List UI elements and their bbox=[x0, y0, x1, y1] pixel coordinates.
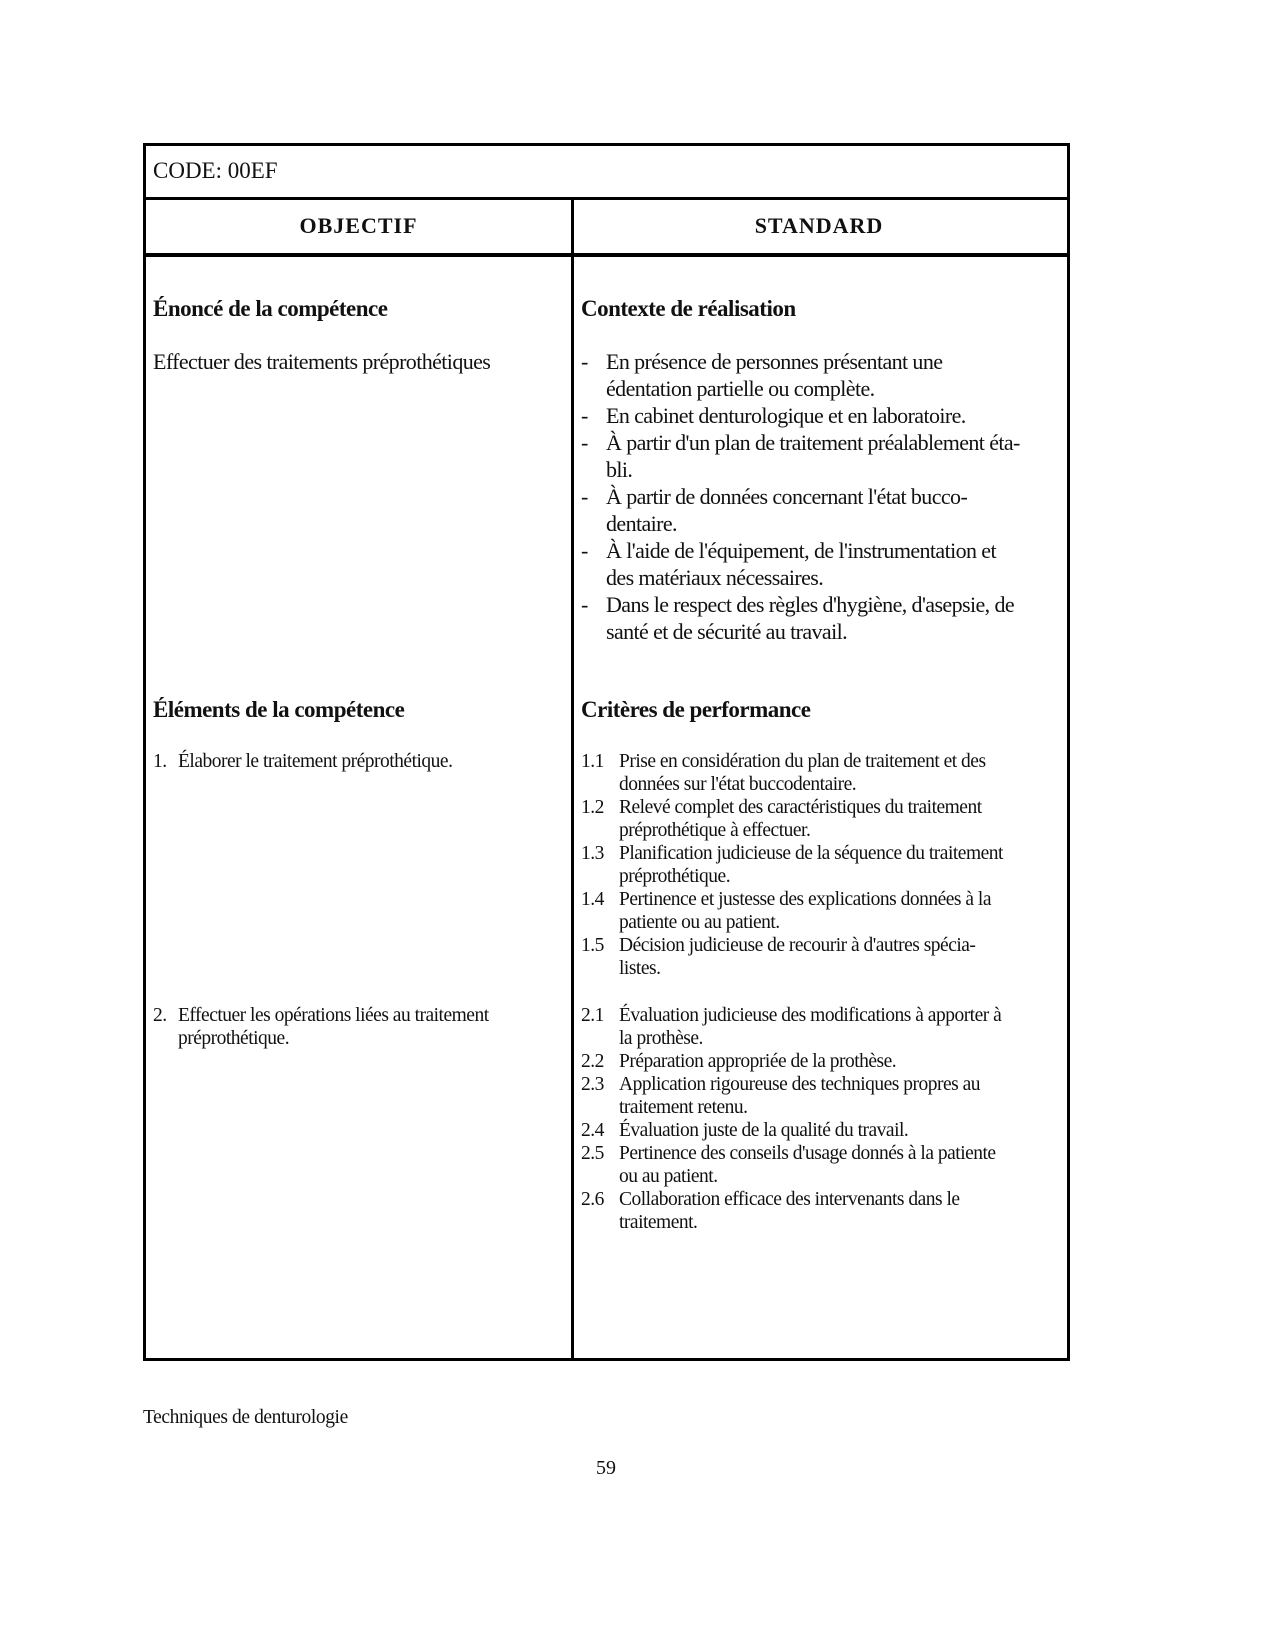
item-text bbox=[619, 1119, 908, 1142]
item-text bbox=[606, 537, 996, 591]
item-line: préprothétique. bbox=[619, 866, 731, 887]
item-line: Application rigoureuse des techniques propres au bbox=[619, 1074, 981, 1095]
contexte-item bbox=[581, 591, 1020, 645]
item-number: 2.3 bbox=[581, 1074, 604, 1095]
item-line: Pertinence des conseils d'usage donnés à la patiente bbox=[619, 1143, 996, 1164]
element-1 bbox=[153, 750, 452, 773]
item-line: dentaire. bbox=[606, 511, 677, 536]
item-line: bli. bbox=[606, 457, 633, 482]
item-text bbox=[619, 1004, 1001, 1050]
page-number: 59 bbox=[596, 1457, 616, 1479]
item-line: listes. bbox=[619, 958, 661, 979]
contexte-item bbox=[581, 348, 1020, 402]
critere-item bbox=[581, 1004, 1001, 1050]
item-line: Planification judicieuse de la séquence du traitement bbox=[619, 843, 1003, 864]
item-text bbox=[619, 1142, 996, 1188]
item-line: patiente ou au patient. bbox=[619, 912, 780, 933]
item-text bbox=[606, 429, 1020, 483]
item-line: Dans le respect des règles d'hygiène, d'asepsie, de bbox=[606, 592, 1015, 617]
contexte-item bbox=[581, 537, 1020, 591]
item-line: Effectuer les opérations liées au traitement bbox=[178, 1005, 489, 1026]
item-line: À partir de données concernant l'état bucco- bbox=[606, 484, 968, 509]
item-number: 2.5 bbox=[581, 1143, 604, 1164]
item-number: - bbox=[581, 349, 588, 374]
element-item bbox=[153, 750, 452, 773]
enonce-text: Effectuer des traitements préprothétiques bbox=[153, 349, 491, 374]
item-line: Élaborer le traitement préprothétique. bbox=[178, 751, 453, 772]
item-line: Pertinence et justesse des explications données à la bbox=[619, 889, 991, 910]
item-text bbox=[606, 591, 1014, 645]
critere-item bbox=[581, 1073, 1001, 1119]
item-text bbox=[178, 1004, 489, 1050]
critere-item bbox=[581, 1119, 1001, 1142]
item-line: Relevé complet des caractéristiques du traitement bbox=[619, 797, 982, 818]
footer-program: Techniques de denturologie bbox=[143, 1407, 348, 1428]
item-number: 1.4 bbox=[581, 889, 604, 910]
item-text bbox=[619, 842, 1003, 888]
item-line: traitement retenu. bbox=[619, 1097, 748, 1118]
critere-item bbox=[581, 842, 1003, 888]
item-number: 2.6 bbox=[581, 1189, 604, 1210]
item-line: Décision judicieuse de recourir à d'autres spécia- bbox=[619, 935, 976, 956]
column-divider bbox=[571, 200, 574, 1358]
item-number: - bbox=[581, 538, 588, 563]
item-line: préprothétique. bbox=[178, 1028, 290, 1049]
criteres-group-2 bbox=[581, 1004, 1001, 1234]
critere-item bbox=[581, 750, 1003, 796]
item-number: 1. bbox=[153, 751, 167, 772]
item-text bbox=[178, 750, 452, 773]
item-line: Évaluation juste de la qualité du travail. bbox=[619, 1120, 909, 1141]
item-line: traitement. bbox=[619, 1212, 698, 1233]
item-line: En cabinet denturologique et en laboratoire. bbox=[606, 403, 966, 428]
item-text bbox=[619, 934, 975, 980]
item-line: Prise en considération du plan de traitement et des bbox=[619, 751, 986, 772]
critere-item bbox=[581, 796, 1003, 842]
item-line: édentation partielle ou complète. bbox=[606, 376, 875, 401]
elements-title: Éléments de la compétence bbox=[153, 697, 405, 722]
item-text bbox=[606, 483, 967, 537]
element-2 bbox=[153, 1004, 489, 1050]
enonce-title: Énoncé de la compétence bbox=[153, 296, 388, 321]
critere-item bbox=[581, 888, 1003, 934]
contexte-item bbox=[581, 483, 1020, 537]
item-line: Préparation appropriée de la prothèse. bbox=[619, 1051, 897, 1072]
item-number: 1.2 bbox=[581, 797, 604, 818]
item-text bbox=[606, 348, 942, 402]
critere-item bbox=[581, 1188, 1001, 1234]
contexte-title: Contexte de réalisation bbox=[581, 296, 796, 321]
divider bbox=[146, 197, 1067, 200]
item-number: 1.3 bbox=[581, 843, 604, 864]
item-line: Évaluation judicieuse des modifications à apporter à bbox=[619, 1005, 1002, 1026]
item-number: 2.2 bbox=[581, 1051, 604, 1072]
critere-item bbox=[581, 934, 1003, 980]
contexte-item bbox=[581, 429, 1020, 483]
critere-item bbox=[581, 1142, 1001, 1188]
standard-header: STANDARD bbox=[754, 213, 884, 238]
contexte-item bbox=[581, 402, 1020, 429]
item-number: 2.1 bbox=[581, 1005, 604, 1026]
item-line: des matériaux nécessaires. bbox=[606, 565, 824, 590]
item-line: En présence de personnes présentant une bbox=[606, 349, 943, 374]
critere-item bbox=[581, 1050, 1001, 1073]
item-text bbox=[619, 796, 982, 842]
item-text bbox=[606, 402, 966, 429]
item-line: À l'aide de l'équipement, de l'instrumentation et bbox=[606, 538, 996, 563]
item-text bbox=[619, 1073, 980, 1119]
item-number: - bbox=[581, 403, 588, 428]
item-line: la prothèse. bbox=[619, 1028, 703, 1049]
item-text bbox=[619, 1050, 896, 1073]
contexte-list bbox=[581, 348, 1020, 645]
item-number: - bbox=[581, 592, 588, 617]
divider bbox=[146, 253, 1067, 257]
objectif-header: OBJECTIF bbox=[299, 213, 418, 238]
item-line: données sur l'état buccodentaire. bbox=[619, 774, 857, 795]
item-text bbox=[619, 750, 986, 796]
item-line: Collaboration efficace des intervenants dans le bbox=[619, 1189, 960, 1210]
item-number: 2. bbox=[153, 1005, 167, 1026]
item-number: 1.1 bbox=[581, 751, 604, 772]
item-number: - bbox=[581, 484, 588, 509]
element-item bbox=[153, 1004, 489, 1050]
item-number: 2.4 bbox=[581, 1120, 604, 1141]
item-number: - bbox=[581, 430, 588, 455]
item-line: À partir d'un plan de traitement préalablement éta- bbox=[606, 430, 1020, 455]
code-label: CODE: 00EF bbox=[153, 158, 278, 183]
item-line: ou au patient. bbox=[619, 1166, 718, 1187]
item-text bbox=[619, 888, 991, 934]
item-line: préprothétique à effectuer. bbox=[619, 820, 811, 841]
criteres-title: Critères de performance bbox=[581, 697, 811, 722]
item-number: 1.5 bbox=[581, 935, 604, 956]
criteres-group-1 bbox=[581, 750, 1003, 980]
item-line: santé et de sécurité au travail. bbox=[606, 619, 848, 644]
item-text bbox=[619, 1188, 960, 1234]
